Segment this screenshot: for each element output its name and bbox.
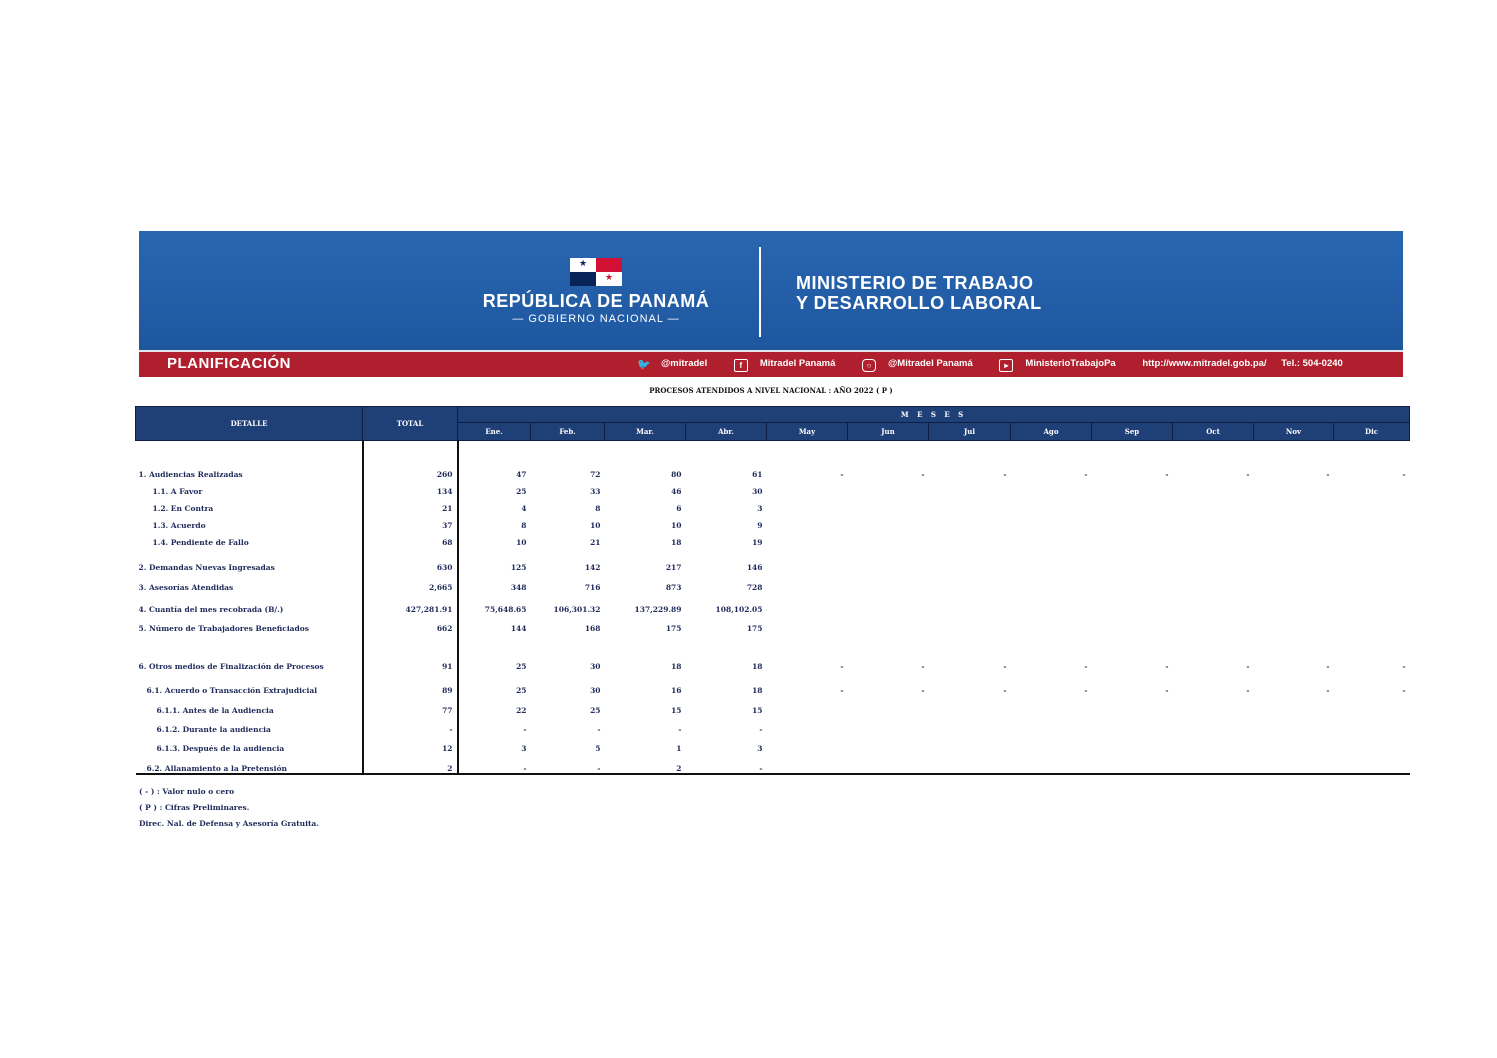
- row-month-value: [1334, 734, 1410, 753]
- row-month-value: [767, 614, 848, 633]
- row-month-value: -: [686, 753, 767, 774]
- row-month-value: [848, 753, 929, 774]
- row-month-value: 10: [671, 521, 682, 530]
- table-row: [136, 530, 1410, 547]
- row-month-value: [929, 496, 1011, 513]
- row-month-value: 46: [671, 487, 682, 496]
- row-month-value: [1092, 496, 1173, 513]
- row-month-value: 168: [584, 624, 601, 633]
- row-total: 12: [363, 734, 458, 753]
- row-month-value: 728: [746, 583, 763, 592]
- header-banner: [139, 231, 1403, 377]
- row-month-value: [767, 734, 848, 753]
- row-month-value: 6: [676, 504, 682, 513]
- row-total: 77: [363, 695, 458, 715]
- row-total: -: [363, 715, 458, 734]
- header-month: Jun: [848, 423, 929, 441]
- row-month-value: 21: [590, 538, 601, 547]
- row-label: 6.1.1. Antes de la Audiencia: [156, 706, 274, 715]
- row-label: 6. Otros medios de Finalización de Procesos: [138, 662, 324, 671]
- row-month-value: [1334, 572, 1410, 592]
- row-month-value: [1173, 592, 1254, 614]
- row-month-value: -: [1165, 662, 1169, 671]
- twitter-icon: 🐦: [637, 359, 651, 371]
- table-body: [136, 441, 1410, 775]
- row-month-value: 3: [458, 734, 531, 753]
- header-month: Abr.: [686, 423, 767, 441]
- row-month-value: [848, 592, 929, 614]
- row-month-value: [1334, 530, 1410, 547]
- row-month-value: [767, 572, 848, 592]
- row-month-value: [1092, 695, 1173, 715]
- row-month-value: [1173, 496, 1254, 513]
- procesos-table: [135, 406, 1410, 775]
- row-month-value: -: [1165, 470, 1169, 479]
- row-month-value: 5: [595, 744, 601, 753]
- row-month-value: [1011, 753, 1092, 774]
- row-month-value: 30: [590, 662, 601, 671]
- website-link[interactable]: http://www.mitradel.gob.pa/: [1142, 358, 1267, 369]
- row-month-value: [848, 715, 929, 734]
- row-month-value: [767, 496, 848, 513]
- table-row: [136, 715, 1410, 734]
- row-month-value: [1011, 530, 1092, 547]
- row-month-value: [1334, 614, 1410, 633]
- row-month-value: [1173, 614, 1254, 633]
- row-total: 91: [363, 633, 458, 671]
- row-month-value: [848, 530, 929, 547]
- row-month-value: 873: [665, 583, 682, 592]
- row-month-value: [929, 572, 1011, 592]
- facebook-link[interactable]: f Mitradel Panamá: [734, 358, 848, 369]
- row-month-value: [1334, 479, 1410, 496]
- row-month-value: 19: [752, 538, 763, 547]
- row-month-value: 18: [671, 538, 682, 547]
- row-month-value: [848, 547, 929, 572]
- row-month-value: 75,648.65: [458, 592, 531, 614]
- row-month-value: 4: [458, 496, 531, 513]
- row-total: 260: [363, 441, 458, 480]
- row-month-value: [1334, 753, 1410, 774]
- row-month-value: 47: [458, 441, 531, 480]
- row-month-value: [1092, 530, 1173, 547]
- republica-label: REPÚBLICA DE PANAMÁ: [482, 291, 710, 311]
- row-month-value: [1173, 479, 1254, 496]
- header-month: May: [767, 423, 848, 441]
- table-row: [136, 441, 1410, 480]
- row-month-value: 72: [590, 470, 601, 479]
- row-month-value: [767, 513, 848, 530]
- row-month-value: 18: [752, 662, 763, 671]
- row-month-value: [1334, 695, 1410, 715]
- row-month-value: [1254, 715, 1334, 734]
- row-month-value: 33: [590, 487, 601, 496]
- row-month-value: [1254, 695, 1334, 715]
- row-month-value: [848, 496, 929, 513]
- row-label: 5. Número de Trabajadores Beneficiados: [138, 624, 310, 633]
- row-total: 68: [363, 530, 458, 547]
- row-month-value: [1254, 572, 1334, 592]
- row-month-value: [1011, 614, 1092, 633]
- row-total: 2: [363, 753, 458, 774]
- row-month-value: -: [1402, 686, 1406, 695]
- row-month-value: 8: [595, 504, 601, 513]
- row-month-value: [1092, 734, 1173, 753]
- header-month: Mar.: [605, 423, 686, 441]
- table-row: [136, 513, 1410, 530]
- row-month-value: [1334, 592, 1410, 614]
- twitter-link[interactable]: 🐦 @mitradel: [637, 358, 708, 371]
- header-month: Dic: [1334, 423, 1410, 441]
- row-month-value: 137,229.89: [634, 605, 682, 614]
- row-month-value: 25: [458, 479, 531, 496]
- note-preliminary: ( P ) : Cifras Preliminares.: [139, 803, 250, 812]
- row-month-value: 142: [584, 563, 601, 572]
- header-detalle: DETALLE: [136, 407, 363, 441]
- row-month-value: -: [1326, 470, 1330, 479]
- row-month-value: [1011, 496, 1092, 513]
- table-row: [136, 753, 1410, 774]
- row-month-value: [1254, 734, 1334, 753]
- note-source: Direc. Nal. de Defensa y Asesoría Gratuita.: [139, 819, 319, 828]
- row-total: 630: [363, 547, 458, 572]
- row-month-value: 18: [671, 662, 682, 671]
- row-total: 427,281.91: [363, 592, 458, 614]
- row-month-value: 3: [757, 744, 763, 753]
- row-month-value: [767, 479, 848, 496]
- row-month-value: [848, 695, 929, 715]
- row-month-value: 61: [752, 470, 763, 479]
- row-month-value: 175: [665, 624, 682, 633]
- row-month-value: [929, 530, 1011, 547]
- youtube-icon: ▸: [999, 359, 1013, 372]
- row-month-value: [1173, 513, 1254, 530]
- row-month-value: [1011, 513, 1092, 530]
- header-month: Ene.: [458, 423, 531, 441]
- row-month-value: [848, 614, 929, 633]
- row-month-value: -: [1326, 662, 1330, 671]
- row-month-value: [1254, 496, 1334, 513]
- row-label: 3. Asesorías Atendidas: [138, 583, 234, 592]
- row-month-value: [929, 734, 1011, 753]
- row-month-value: [1173, 753, 1254, 774]
- row-month-value: -: [1003, 662, 1007, 671]
- row-month-value: [1173, 734, 1254, 753]
- row-month-value: 30: [590, 686, 601, 695]
- row-total: 134: [363, 479, 458, 496]
- row-month-value: [1011, 734, 1092, 753]
- row-month-value: [929, 513, 1011, 530]
- row-month-value: 106,301.32: [553, 605, 601, 614]
- banner-top: [139, 231, 1403, 350]
- row-month-value: [1092, 513, 1173, 530]
- row-label: 4. Cuantía del mes recobrada (B/.): [138, 605, 284, 614]
- row-month-value: [1254, 614, 1334, 633]
- row-month-value: [848, 479, 929, 496]
- row-month-value: [1334, 547, 1410, 572]
- header-month: Feb.: [531, 423, 605, 441]
- row-month-value: [1334, 513, 1410, 530]
- row-month-value: -: [458, 715, 531, 734]
- row-month-value: -: [1084, 686, 1088, 695]
- row-month-value: [1092, 614, 1173, 633]
- row-label: 6.1. Acuerdo o Transacción Extrajudicial: [146, 686, 318, 695]
- row-month-value: [1254, 479, 1334, 496]
- row-month-value: [1254, 592, 1334, 614]
- row-month-value: [1092, 592, 1173, 614]
- footnotes: [139, 784, 319, 832]
- row-month-value: [767, 695, 848, 715]
- header-meses: M E S E S: [458, 407, 1410, 423]
- row-month-value: -: [1084, 470, 1088, 479]
- row-month-value: -: [840, 662, 844, 671]
- row-month-value: -: [1246, 662, 1250, 671]
- row-month-value: -: [1003, 686, 1007, 695]
- header-month: Jul: [929, 423, 1011, 441]
- row-month-value: [1254, 547, 1334, 572]
- row-month-value: [929, 479, 1011, 496]
- row-month-value: [1092, 479, 1173, 496]
- row-month-value: 8: [458, 513, 531, 530]
- row-month-value: -: [1084, 662, 1088, 671]
- header-month: Ago: [1011, 423, 1092, 441]
- planificacion-label: PLANIFICACIÓN: [167, 355, 291, 372]
- youtube-link[interactable]: ▸ MinisterioTrabajoPa: [999, 358, 1127, 369]
- row-total: 662: [363, 614, 458, 633]
- row-month-value: -: [840, 686, 844, 695]
- row-month-value: [929, 547, 1011, 572]
- row-month-value: 2: [605, 753, 686, 774]
- row-month-value: [1173, 572, 1254, 592]
- row-month-value: [1173, 695, 1254, 715]
- row-total: 2,665: [363, 572, 458, 592]
- table-row: [136, 614, 1410, 633]
- row-month-value: -: [759, 725, 763, 734]
- row-month-value: -: [458, 753, 531, 774]
- row-month-value: -: [1003, 470, 1007, 479]
- ministerio-line1: MINISTERIO DE TRABAJO: [796, 273, 1034, 293]
- row-month-value: 1: [676, 744, 682, 753]
- row-month-value: [1254, 753, 1334, 774]
- row-month-value: 15: [752, 706, 763, 715]
- row-month-value: [848, 572, 929, 592]
- instagram-link[interactable]: ○ @Mitradel Panamá: [862, 358, 985, 369]
- header-month: Sep: [1092, 423, 1173, 441]
- row-month-value: -: [1402, 662, 1406, 671]
- table-row: [136, 633, 1410, 671]
- row-month-value: 25: [458, 671, 531, 695]
- row-month-value: 22: [458, 695, 531, 715]
- row-month-value: [1011, 547, 1092, 572]
- row-month-value: -: [1402, 470, 1406, 479]
- table-row: [136, 592, 1410, 614]
- row-month-value: -: [921, 662, 925, 671]
- row-total: 89: [363, 671, 458, 695]
- row-month-value: [767, 592, 848, 614]
- row-month-value: [1254, 513, 1334, 530]
- row-label: 1. Audiencias Realizadas: [138, 470, 243, 479]
- row-month-value: 18: [752, 686, 763, 695]
- row-month-value: [1254, 530, 1334, 547]
- row-month-value: 10: [458, 530, 531, 547]
- row-month-value: [767, 547, 848, 572]
- row-label: 1.4. Pendiente de Fallo: [152, 538, 249, 547]
- row-month-value: [929, 715, 1011, 734]
- row-month-value: [1092, 715, 1173, 734]
- table-row: [136, 496, 1410, 513]
- row-month-value: 108,102.05: [715, 605, 763, 614]
- row-month-value: [848, 513, 929, 530]
- row-label: 6.1.2. Durante la audiencia: [156, 725, 271, 734]
- row-month-value: 30: [752, 487, 763, 496]
- row-month-value: -: [1165, 686, 1169, 695]
- table-row: [136, 734, 1410, 753]
- social-links: [637, 358, 1355, 372]
- header-total: TOTAL: [363, 407, 458, 441]
- row-total: 37: [363, 513, 458, 530]
- panama-flag-icon: ★ ★: [570, 258, 622, 286]
- row-month-value: [1334, 715, 1410, 734]
- row-label: 1.1. A Favor: [152, 487, 203, 496]
- table-row: [136, 671, 1410, 695]
- table-row: [136, 695, 1410, 715]
- row-month-value: -: [678, 725, 682, 734]
- row-month-value: [767, 715, 848, 734]
- row-month-value: 146: [746, 563, 763, 572]
- row-month-value: 175: [746, 624, 763, 633]
- row-month-value: 125: [458, 547, 531, 572]
- row-month-value: [1092, 547, 1173, 572]
- row-month-value: [1173, 530, 1254, 547]
- row-month-value: -: [1246, 470, 1250, 479]
- gobierno-label: — GOBIERNO NACIONAL —: [512, 313, 680, 325]
- row-total: 21: [363, 496, 458, 513]
- instagram-icon: ○: [862, 359, 876, 372]
- row-month-value: 16: [671, 686, 682, 695]
- row-month-value: -: [921, 686, 925, 695]
- row-month-value: [929, 753, 1011, 774]
- row-month-value: [848, 734, 929, 753]
- row-month-value: [1092, 572, 1173, 592]
- row-label: 1.2. En Contra: [152, 504, 214, 513]
- row-month-value: [1011, 715, 1092, 734]
- row-month-value: [1173, 715, 1254, 734]
- header-month: Nov: [1254, 423, 1334, 441]
- row-month-value: [1011, 695, 1092, 715]
- row-label: 6.1.3. Después de la audiencia: [156, 744, 285, 753]
- row-month-value: -: [1326, 686, 1330, 695]
- row-month-value: 348: [458, 572, 531, 592]
- row-month-value: 15: [671, 706, 682, 715]
- row-month-value: [767, 530, 848, 547]
- row-month-value: [1173, 547, 1254, 572]
- row-month-value: -: [597, 725, 601, 734]
- row-month-value: [767, 753, 848, 774]
- row-month-value: -: [1246, 686, 1250, 695]
- facebook-icon: f: [734, 359, 748, 372]
- row-month-value: [1011, 592, 1092, 614]
- row-label: 6.2. Allanamiento a la Pretensión: [136, 753, 363, 774]
- table-row: [136, 547, 1410, 572]
- row-month-value: 25: [458, 633, 531, 671]
- note-null-value: ( - ) : Valor nulo o cero: [139, 787, 235, 796]
- row-month-value: -: [531, 753, 605, 774]
- row-month-value: 80: [671, 470, 682, 479]
- row-month-value: [1011, 479, 1092, 496]
- ministerio-line2: Y DESARROLLO LABORAL: [796, 293, 1042, 313]
- banner-divider: [759, 247, 761, 337]
- row-month-value: -: [840, 470, 844, 479]
- document-title: PROCESOS ATENDIDOS A NIVEL NACIONAL : AÑO 2022 ( P ): [649, 386, 893, 395]
- row-month-value: 716: [584, 583, 601, 592]
- table-row: [136, 479, 1410, 496]
- row-month-value: 217: [665, 563, 682, 572]
- row-month-value: 25: [590, 706, 601, 715]
- row-month-value: [929, 695, 1011, 715]
- row-month-value: [1092, 753, 1173, 774]
- row-month-value: [1334, 496, 1410, 513]
- row-month-value: 3: [757, 504, 763, 513]
- row-month-value: [929, 592, 1011, 614]
- row-label: 2. Demandas Nuevas Ingresadas: [138, 563, 275, 572]
- telephone-label: Tel.: 504-0240: [1281, 358, 1343, 369]
- header-month: Oct: [1173, 423, 1254, 441]
- table-row: [136, 572, 1410, 592]
- row-month-value: [1011, 572, 1092, 592]
- row-month-value: 144: [458, 614, 531, 633]
- row-label: 1.3. Acuerdo: [152, 521, 206, 530]
- row-month-value: [929, 614, 1011, 633]
- row-month-value: -: [921, 470, 925, 479]
- row-month-value: 10: [590, 521, 601, 530]
- row-month-value: 9: [757, 521, 763, 530]
